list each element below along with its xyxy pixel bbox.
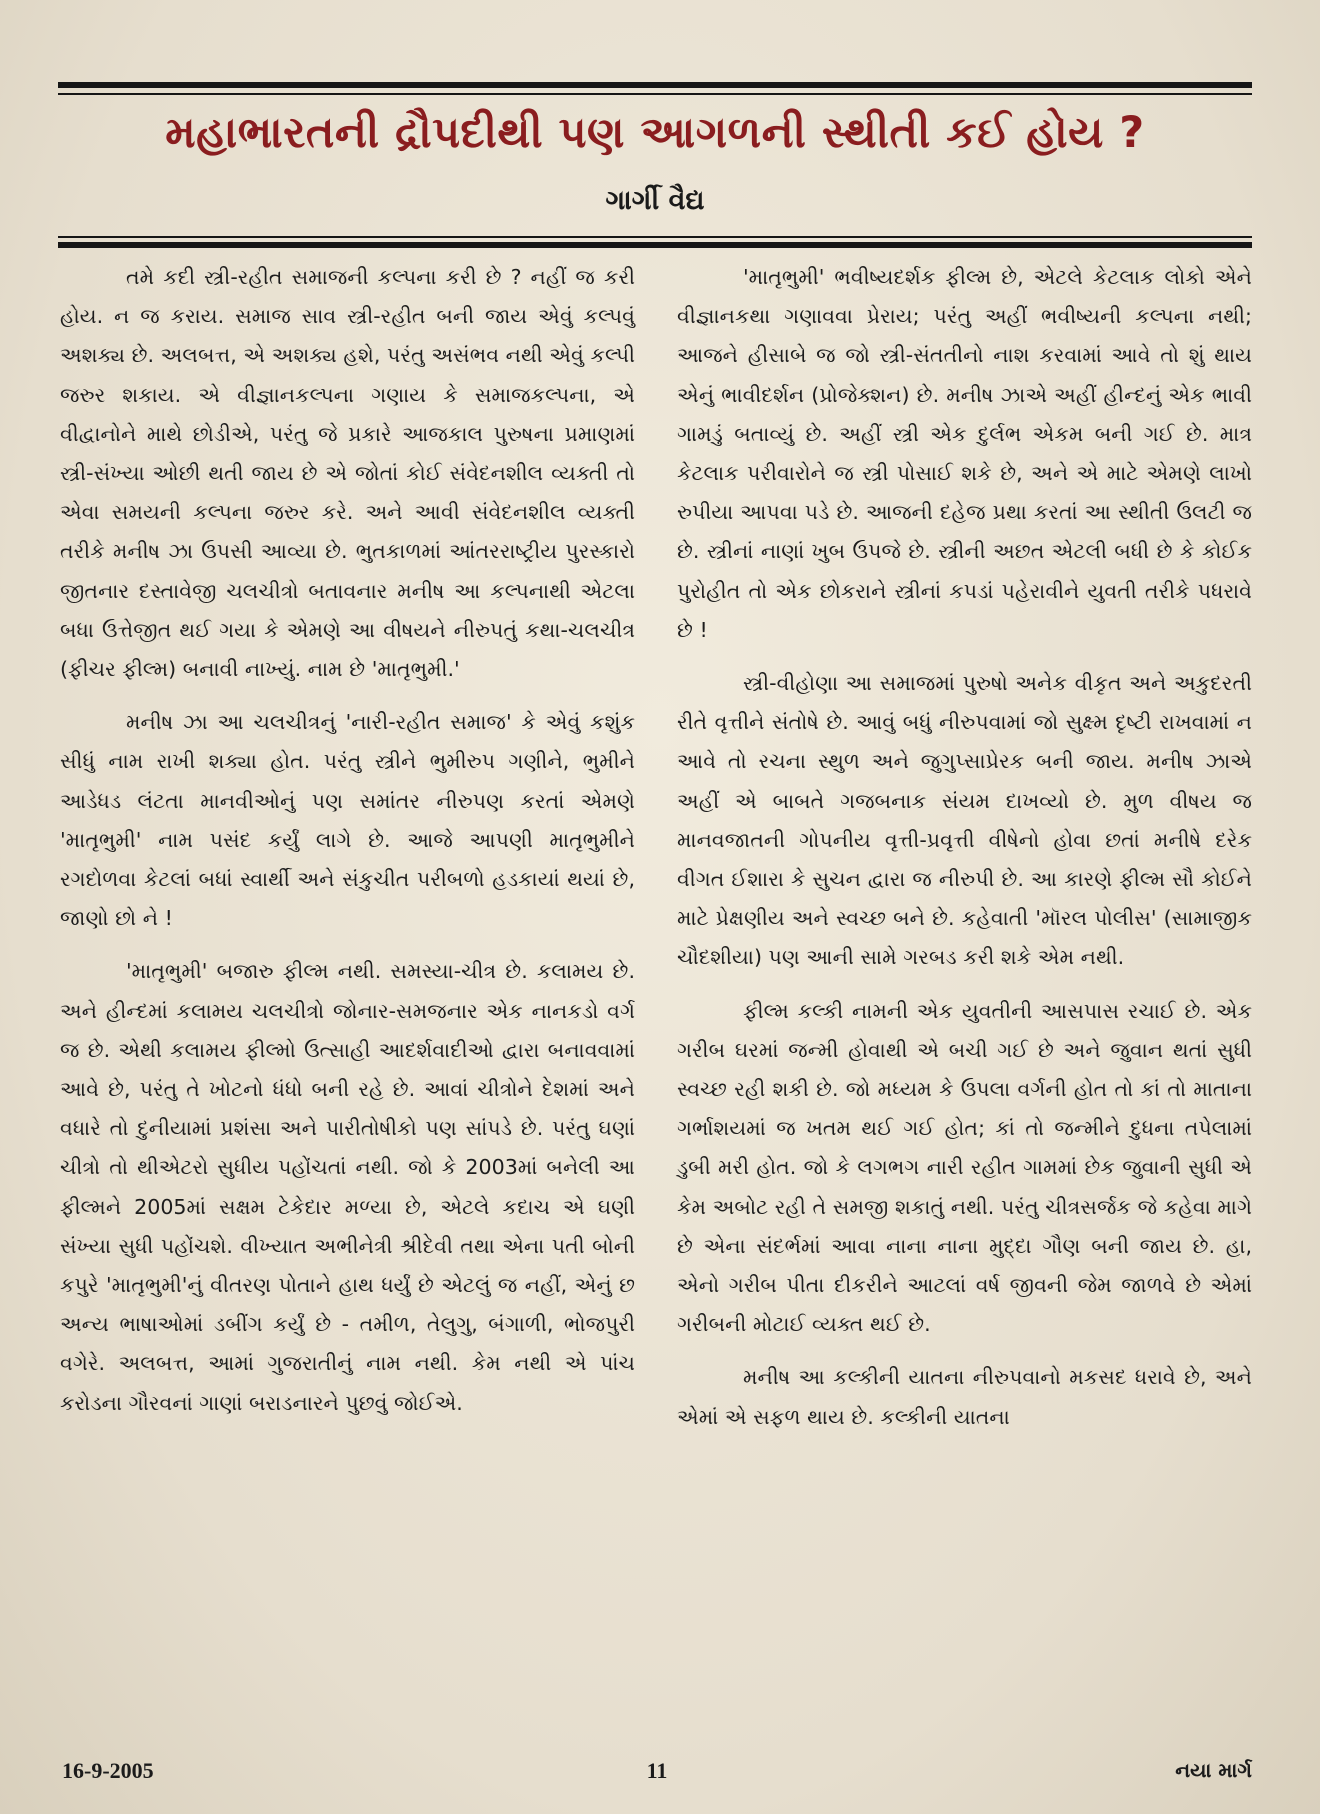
- right-column: [677, 258, 1252, 1451]
- header-bottom-rule-thick: [58, 242, 1252, 248]
- top-rule-thin: [58, 93, 1252, 95]
- paragraph: 'માતૃભુમી' ભવીષ્યદર્શક ફીલ્મ છે, એટલે કેટલાક લોકો એને વીજ્ઞાનકથા ગણાવવા પ્રેરાય; પરંતુ અહીં ભવીષ્યની કલ્પના નથી; આજને હીસાબે જ જો સ્ત્રી-સંતતીનો નાશ કરવામાં આવે તો શું થાય એનું ભાવીદર્શન (પ્રોજેક્શન) છે. મનીષ ઝાએ અહીં હીન્દનું એક ભાવી ગામડું બતાવ્યું છે. અહીં સ્ત્રી એક દુર્લભ એકમ બની ગઈ છે. માત્ર કેટલાક પરીવારોને જ સ્ત્રી પોસાઈ શકે છે, અને એ માટે એમણે લાખો રુપીયા આપવા પડે છે. આજની દહેજ પ્રથા કરતાં આ સ્થીતી ઉલટી જ છે. સ્ત્રીનાં નાણાં ખુબ ઉપજે છે. સ્ત્રીની અછત એટલી બધી છે કે કોઈક પુરોહીત તો એક છોકરાને સ્ત્રીનાં કપડાં પહેરાવીને યુવતી તરીકે પધરાવે છે !: [677, 265, 1252, 642]
- magazine-name: નયા માર્ગ: [1175, 1758, 1252, 1782]
- header-bottom-rule-thin: [58, 236, 1252, 238]
- issue-date: 16-9-2005: [62, 1758, 154, 1783]
- paragraph: સ્ત્રી-વીહોણા આ સમાજમાં પુરુષો અનેક વીકૃત અને અકુદરતી રીતે વૃત્તીને સંતોષે છે. આવું બધું નીરુપવામાં જો સુક્ષ્મ દૃષ્ટી રાખવામાં ન આવે તો રચના સ્થુળ અને જુગુપ્સાપ્રેરક બની જાય. મનીષ ઝાએ અહીં એ બાબતે ગજબનાક સંયમ દાખવ્યો છે. મુળ વીષય જ માનવજાતની ગોપનીય વૃત્તી-પ્રવૃત્તી વીષેનો હોવા છતાં મનીષે દરેક વીગત ઈશારા કે સુચન દ્વારા જ નીરુપી છે. આ કારણે ફીલ્મ સૌ કોઈને માટે પ્રેક્ષણીય અને સ્વચ્છ બને છે. કહેવાતી 'મૉરલ પોલીસ' (સામાજીક ચૌદશીયા) પણ આની સામે ગરબડ કરી શકે એમ નથી.: [677, 671, 1252, 970]
- paragraph: મનીષ ઝા આ ચલચીત્રનું 'નારી-રહીત સમાજ' કે એવું કશુંક સીધું નામ રાખી શક્યા હોત. પરંતુ સ્ત્રીને ભુમીરુપ ગણીને, ભુમીને આડેધડ લંટતા માનવીઓનું પણ સમાંતર નીરુપણ કરતાં એમણે 'માતૃભુમી' નામ પસંદ કર્યું લાગે છે. આજે આપણી માતૃભુમીને રગદોળવા કેટલાં બધાં સ્વાર્થી અને સંકુચીત પરીબળો હડકાયાં થયાં છે, જાણો છો ને !: [60, 710, 635, 931]
- paragraph: ફીલ્મ કલ્કી નામની એક યુવતીની આસપાસ રચાઈ છે. એક ગરીબ ઘરમાં જન્મી હોવાથી એ બચી ગઈ છે અને જુવાન થતાં સુધી સ્વચ્છ રહી શકી છે. જો મધ્યમ કે ઉપલા વર્ગની હોત તો કાં તો માતાના ગર્ભાશયમાં જ ખતમ થઈ ગઈ હોત; કાં તો જન્મીને દુધના તપેલામાં ડુબી મરી હોત. જો કે લગભગ નારી રહીત ગામમાં છેક જુવાની સુધી એ કેમ અબોટ રહી તે સમજી શકાતું નથી. પરંતુ ચીત્રસર્જક જે કહેવા માગે છે એના સંદર્ભમાં આવા નાના નાના મુદ્દા ગૌણ બની જાય છે. હા, એનો ગરીબ પીતા દીકરીને આટલાં વર્ષ જીવની જેમ જાળવે છે એમાં ગરીબની મોટાઈ વ્યક્ત થઈ છે.: [677, 998, 1252, 1337]
- top-rule-thick: [58, 82, 1252, 88]
- paragraph: મનીષ આ કલ્કીની યાતના નીરુપવાનો મકસદ ધરાવે છે, અને એમાં એ સફળ થાય છે. કલ્કીની યાતના: [677, 1365, 1252, 1429]
- page-number: 11: [646, 1758, 668, 1783]
- article-body: [60, 258, 1252, 1451]
- paragraph: 'માતૃભુમી' બજારુ ફીલ્મ નથી. સમસ્યા-ચીત્ર છે. કલામય છે. અને હીન્દમાં કલામય ચલચીત્રો જોનાર-સમજનાર એક નાનકડો વર્ગ જ છે. એથી કલામય ફીલ્મો ઉત્સાહી આદર્શવાદીઓ દ્વારા બનાવવામાં આવે છે, પરંતુ તે ખોટનો ધંધો બની રહે છે. આવાં ચીત્રોને દેશમાં અને વધારે તો દુનીયામાં પ્રશંસા અને પારીતોષીકો પણ સાંપડે છે. પરંતુ ઘણાં ચીત્રો તો થીએટરો સુધીય પહોંચતાં નથી. જો કે 2003માં બનેલી આ ફીલ્મને 2005માં સક્ષમ ટેકેદાર મળ્યા છે, એટલે કદાચ એ ઘણી સંખ્યા સુધી પહોંચશે. વીખ્યાત અભીનેત્રી શ્રીદેવી તથા એના પતી બોની કપુરે 'માતૃભુમી'નું વીતરણ પોતાને હાથ ધર્યું છે એટલું જ નહીં, એનું છ અન્ય ભાષાઓમાં ડબીંગ કર્યું છે - તમીળ, તેલુગુ, બંગાળી, ભોજપુરી વગેરે. અલબત્ત, આમાં ગુજરાતીનું નામ નથી. કેમ નથી એ પાંચ કરોડના ગૌરવનાં ગાણાં બરાડનારને પુછવું જોઈએ.: [60, 959, 635, 1415]
- paragraph: તમે કદી સ્ત્રી-રહીત સમાજની કલ્પના કરી છે ? નહીં જ કરી હોય. ન જ કરાય. સમાજ સાવ સ્ત્રી-રહીત બની જાય એવું કલ્પવું અશક્ય છે. અલબત્ત, એ અશક્ય હશે, પરંતુ અસંભવ નથી એવું કલ્પી જરુર શકાય. એ વીજ્ઞાનકલ્પના ગણાય કે સમાજકલ્પના, એ વીદ્વાનોને માથે છોડીએ, પરંતુ જે પ્રકારે આજકાલ પુરુષના પ્રમાણમાં સ્ત્રી-સંખ્યા ઓછી થતી જાય છે એ જોતાં કોઈ સંવેદનશીલ વ્યક્તી તો એવા સમયની કલ્પના જરુર કરે. અને આવી સંવેદનશીલ વ્યક્તી તરીકે મનીષ ઝા ઉપસી આવ્યા છે. ભુતકાળમાં આંતરરાષ્ટ્રીય પુરસ્કારો જીતનાર દસ્તાવેજી ચલચીત્રો બતાવનાર મનીષ આ કલ્પનાથી એટલા બધા ઉત્તેજીત થઈ ગયા કે એમણે આ વીષયને નીરુપતું કથા-ચલચીત્ર (ફીચર ફીલ્મ) બનાવી નાખ્યું. નામ છે 'માતૃભુમી.': [60, 265, 635, 682]
- left-column: [60, 258, 635, 1451]
- article-title: મહાભારતની દ્રૌપદીથી પણ આગળની સ્થીતી કઈ હોય ?: [165, 108, 1145, 158]
- article-author: ગાર્ગી વૈદ્ય: [605, 185, 705, 216]
